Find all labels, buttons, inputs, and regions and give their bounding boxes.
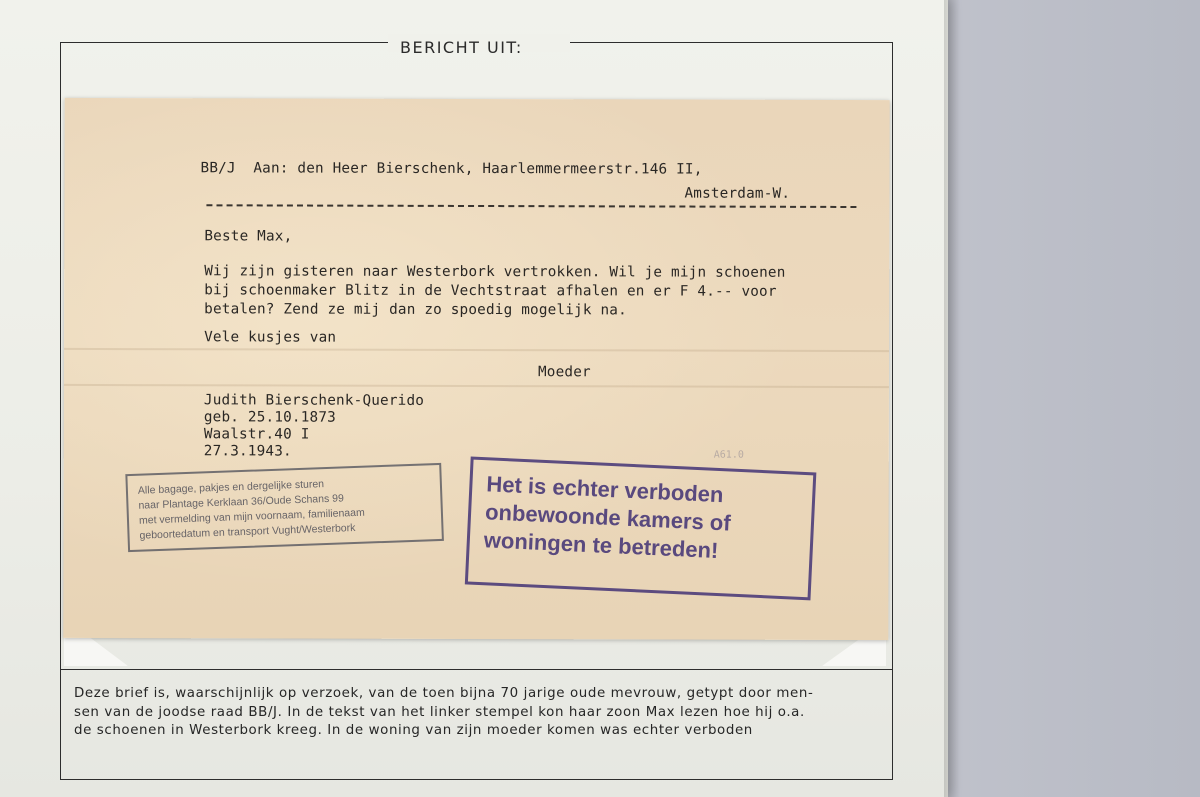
caption-line: sen van de joodse raad BB/J. In de tekst van het linker stempel kon haar zoon Max lezen hoe hij o.a. [74, 704, 805, 720]
caption-text [74, 685, 886, 741]
letter-city: Amsterdam-W. [684, 185, 791, 202]
forbidden-stamp [465, 456, 817, 600]
caption-divider [60, 669, 893, 670]
letter-address: BB/J Aan: den Heer Bierschenk, Haarlemmermeerstr.146 II, [200, 160, 703, 178]
baggage-stamp [125, 463, 444, 552]
stamp-line: Het is echter verboden [485, 471, 724, 508]
letter-closing: Vele kusjes van [204, 329, 337, 346]
sender-line: Waalstr.40 I [203, 426, 310, 443]
sender-line: Judith Bierschenk-Querido [203, 392, 425, 409]
letter-body-line: Wij zijn gisteren naar Westerbork vertrokken. Wil je mijn schoenen [204, 263, 786, 281]
stamp-line: geboortedatum en transport Vught/Westerbork [139, 521, 356, 542]
letter-divider [206, 204, 856, 208]
caption-line: Deze brief is, waarschijnlijk op verzoek, van de toen bijna 70 jarige oude mevrouw, getypt door men- [74, 686, 814, 701]
letter-greeting: Beste Max, [204, 228, 293, 245]
stamp-line: onbewoonde kamers of [484, 499, 732, 536]
sender-line: geb. 25.10.1873 [203, 409, 337, 426]
letter-body-line: betalen? Zend ze mij dan zo spoedig mogelijk na. [204, 301, 627, 319]
faint-stamp-mark: A61.0 [713, 449, 744, 461]
stamp-line: woningen te betreden! [483, 527, 719, 564]
stamp-line: Alle bagage, pakjes en dergelijke sturen [137, 478, 325, 497]
sender-line: 27.3.1943. [203, 443, 292, 460]
stamp-line: naar Plantage Kerklaan 36/Oude Schans 99 [138, 492, 345, 512]
stamp-line: met vermelding van mijn voornaam, familienaam [138, 506, 365, 527]
caption-line: de schoenen in Westerbork kreeg. In de woning van zijn moeder komen was echter verboden [74, 723, 753, 738]
letter-body-line: bij schoenmaker Blitz in de Vechtstraat afhalen en er F 4.-- voor [204, 282, 777, 300]
letter-document [63, 98, 889, 640]
page-header: BERICHT UIT: [400, 38, 523, 57]
letter-signature: Moeder [537, 364, 591, 381]
